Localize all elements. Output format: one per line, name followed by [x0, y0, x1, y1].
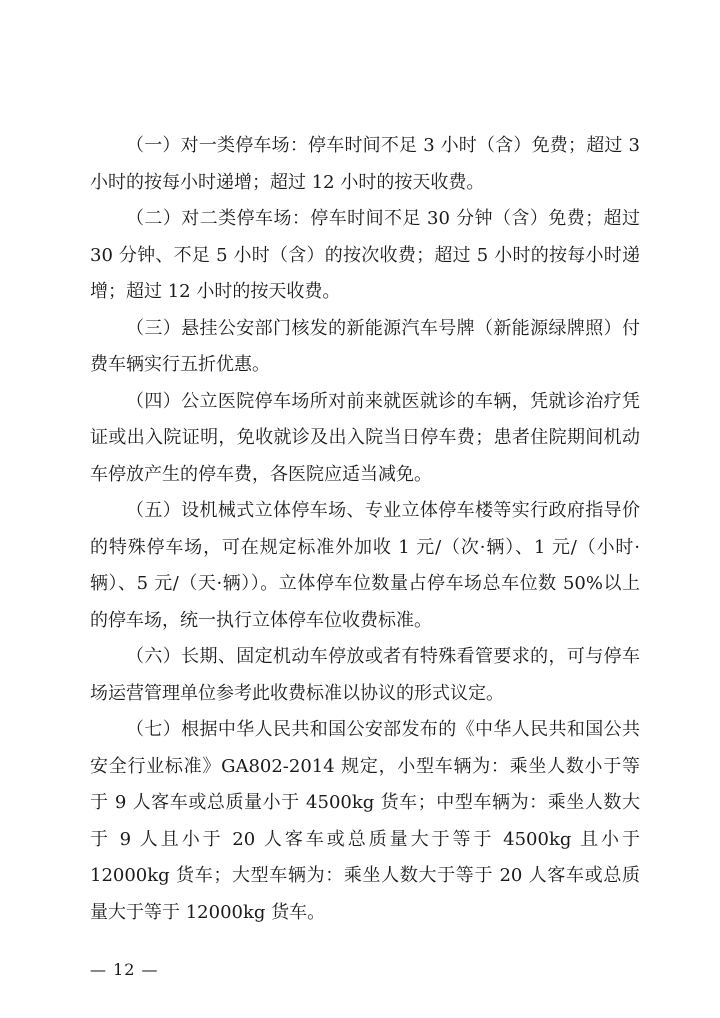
- paragraph-7: （七）根据中华人民共和国公安部发布的《中华人民共和国公共安全行业标准》GA802-2014 规定，小型车辆为：乘坐人数小于等于 9 人客车或总质量小于 4500kg 货车；中型车辆为：乘坐人数大于 9 人且小于 20 人客车或总质量大于等于 4500kg 且小于 12000kg 货车；大型车辆为：乘坐人数大于等于 20 人客车或总质量大于等于 12000kg 货车。: [90, 719, 640, 923]
- paragraph-4: （四）公立医院停车场所对前来就医就诊的车辆，凭就诊治疗凭证或出入院证明，免收就诊及出入院当日停车费；患者住院期间机动车停放产生的停车费，各医院应适当减免。: [90, 390, 640, 485]
- paragraph-5: （五）设机械式立体停车场、专业立体停车楼等实行政府指导价的特殊停车场，可在规定标准外加收 1 元/（次·辆）、1 元/（小时·辆）、5 元/（天·辆））。立体停车位数量占停车场总车位数 50%以上的停车场，统一执行立体停车位收费标准。: [90, 500, 640, 631]
- paragraph-3: （三）悬挂公安部门核发的新能源汽车号牌（新能源绿牌照）付费车辆实行五折优惠。: [90, 317, 640, 375]
- paragraph-1: （一）对一类停车场：停车时间不足 3 小时（含）免费；超过 3 小时的按每小时递增；超过 12 小时的按天收费。: [90, 135, 640, 193]
- page-number: — 12 —: [90, 960, 159, 979]
- paragraph-6: （六）长期、固定机动车停放或者有特殊看管要求的，可与停车场运营管理单位参考此收费标准以协议的形式议定。: [90, 646, 640, 704]
- paragraph-2: （二）对二类停车场：停车时间不足 30 分钟（含）免费；超过 30 分钟、不足 5 小时（含）的按次收费；超过 5 小时的按每小时递增；超过 12 小时的按天收费。: [90, 208, 640, 302]
- document-body: [90, 128, 640, 931]
